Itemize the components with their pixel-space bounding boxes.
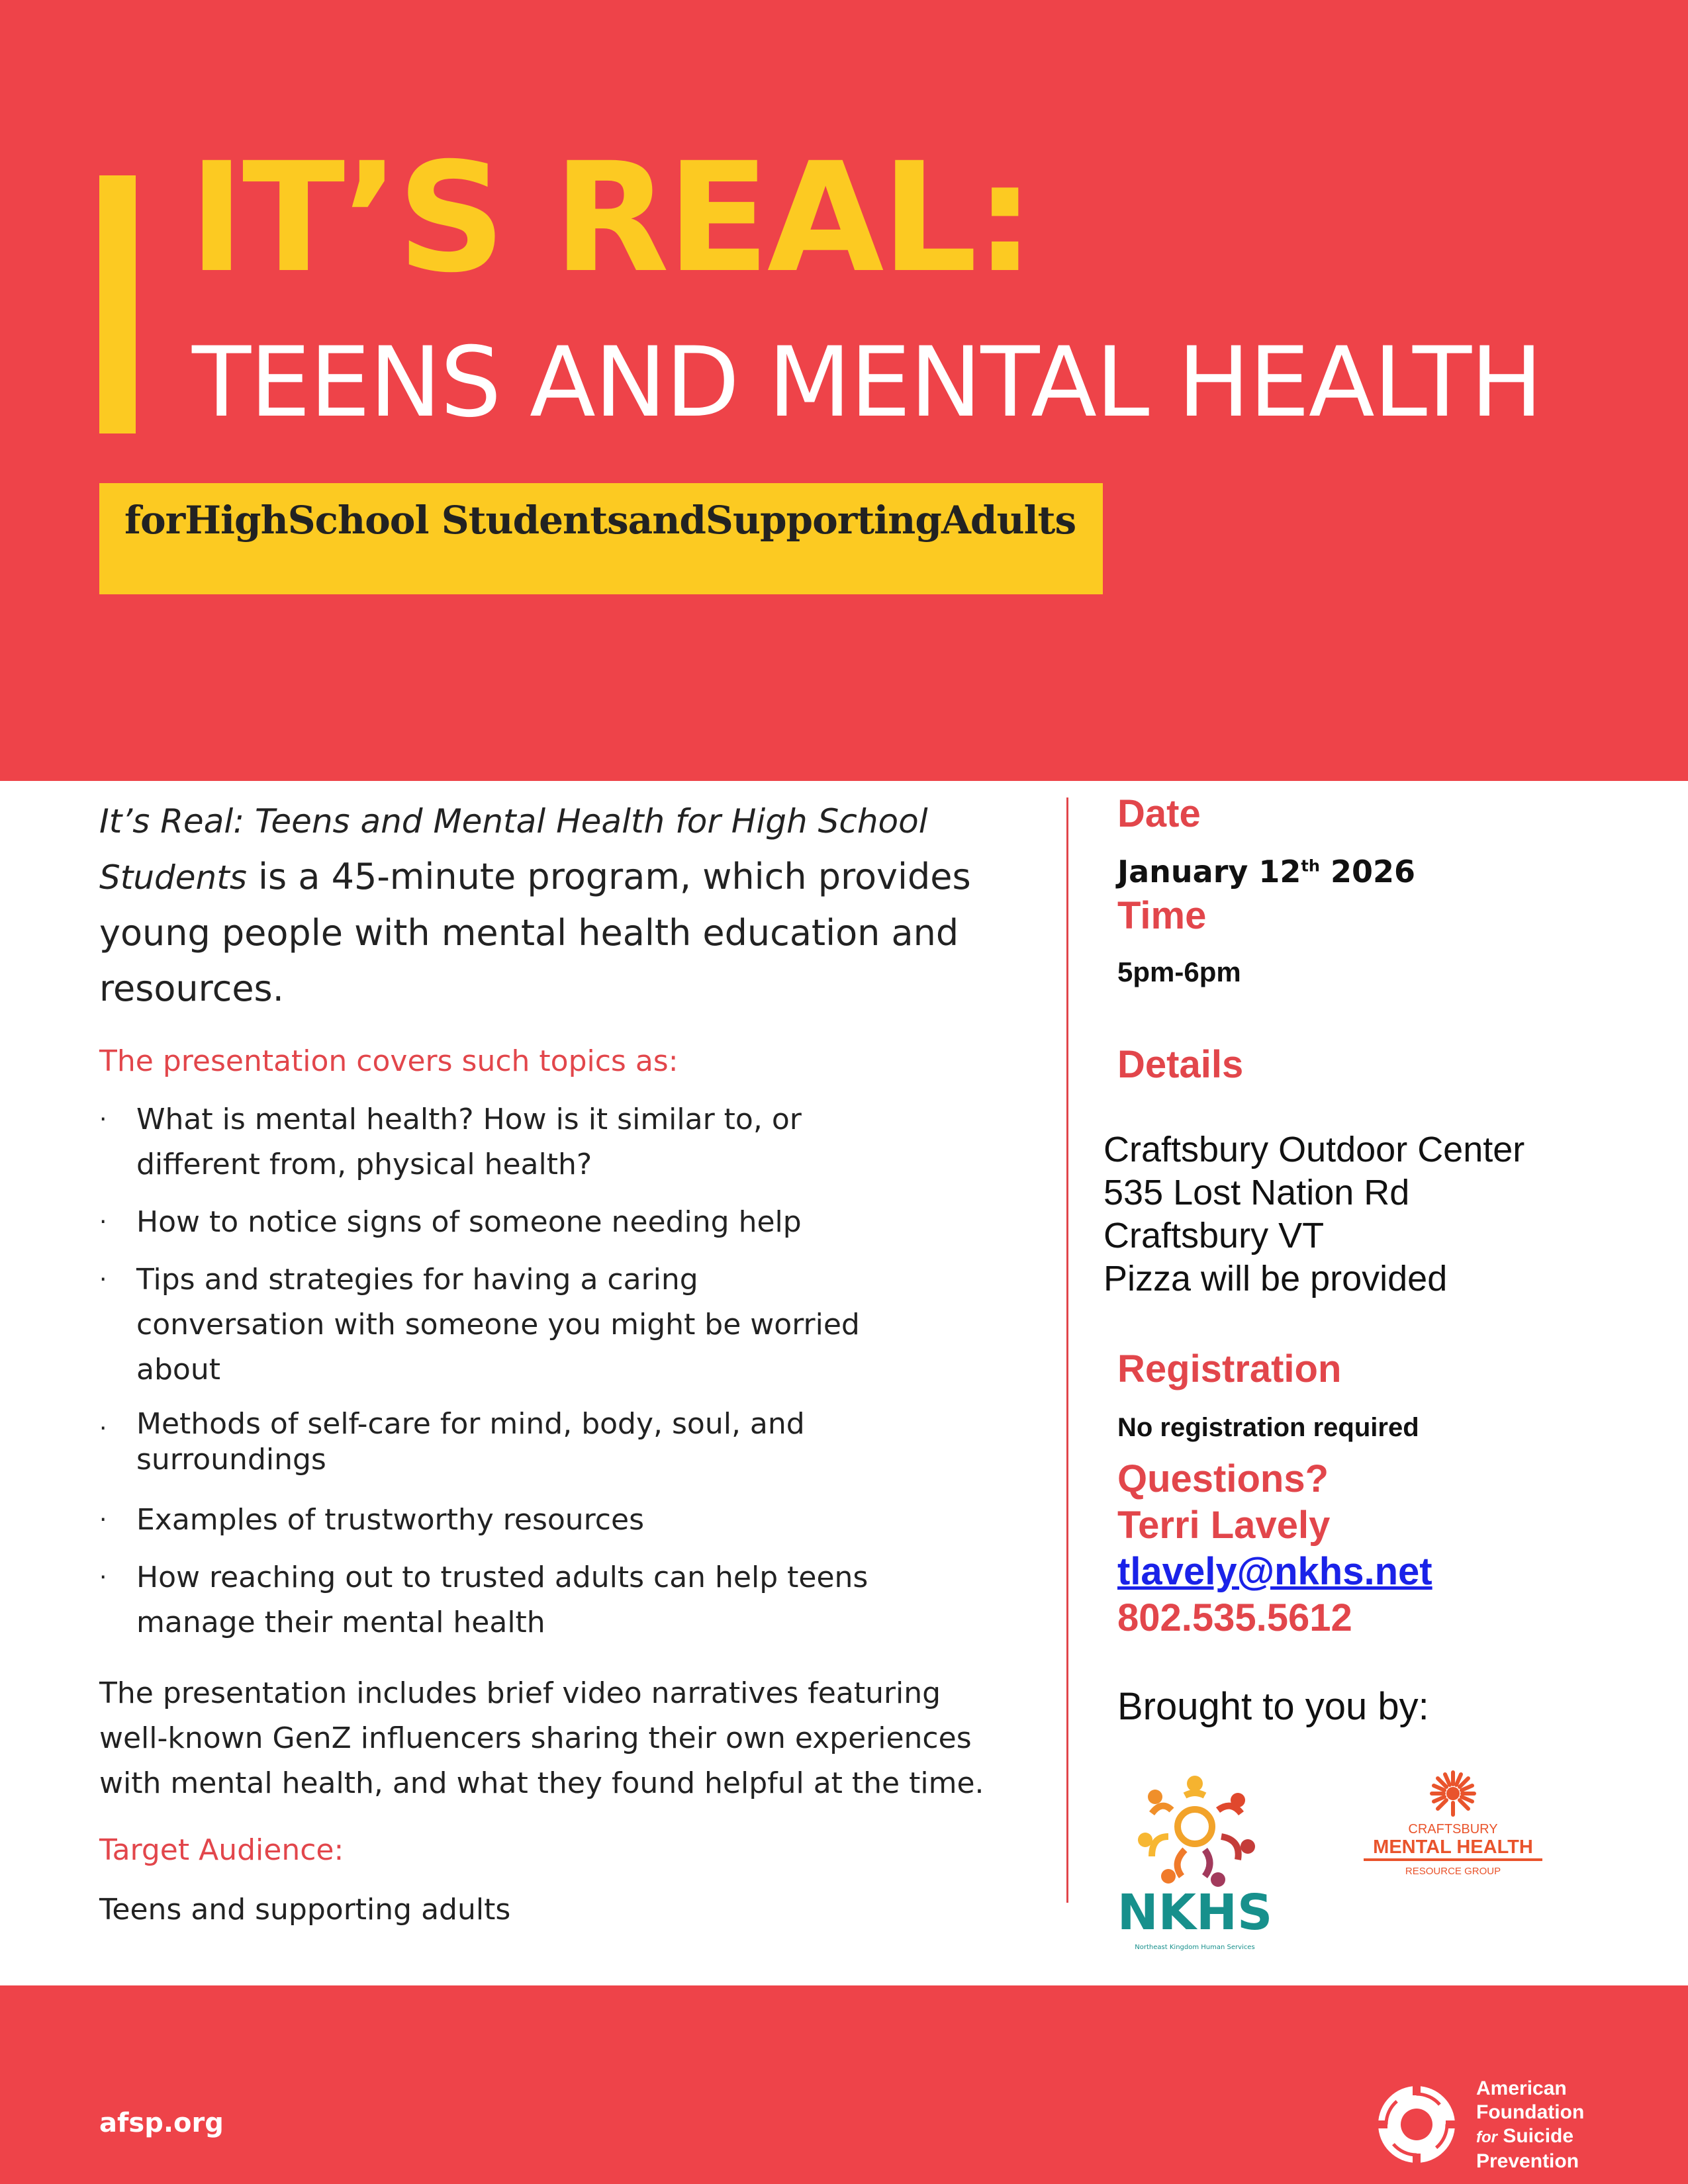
bullet-icon: · [99,1506,107,1533]
footer-url: afsp.org [99,2108,224,2138]
time-label: Time [1117,894,1207,937]
accent-bar [99,175,136,433]
page-subtitle: TEENS AND MENTAL HEALTH [192,326,1542,439]
list-item-text: Methods of self-care for mind, body, soul, and surroundings [136,1407,805,1477]
list-item-text: Tips and strategies for having a caring conversation with someone you might be worried about [136,1263,860,1387]
audience-text: Teens and supporting adults [99,1893,511,1927]
registration-label: Registration [1117,1347,1342,1390]
list-item-text: How to notice signs of someone needing help [136,1205,802,1239]
craftsbury-logo [1357,1767,1549,1893]
afsp-line2: Foundation [1476,2101,1585,2123]
afsp-suicide: Suicide [1497,2125,1574,2147]
details-line: 535 Lost Nation Rd [1103,1173,1410,1212]
date-value [1117,854,1415,889]
life-ring-icon [1374,2081,1460,2167]
closing-paragraph: The presentation includes brief video narratives featuring well-known GenZ influencers sharing their own experiences with mental health, and what they found helpful at the time. [99,1676,984,1800]
details-address [1103,1128,1524,1300]
list-item [99,1097,933,1187]
afsp-line4: Prevention [1476,2150,1579,2172]
topics-heading: The presentation covers such topics as: [99,1044,679,1078]
date-day: January 12 [1117,854,1301,889]
sun-people-icon [1138,1776,1255,1887]
contact-phone: 802.535.5612 [1117,1596,1352,1639]
afsp-line1: American [1476,2077,1567,2099]
cmh-line3: RESOURCE GROUP [1405,1866,1501,1877]
audience-banner-text: forHighSchool StudentsandSupportingAdults [124,498,1076,543]
afsp-line3 [1476,2124,1584,2150]
details-line: Craftsbury VT [1103,1216,1325,1255]
cmh-line2: MENTAL HEALTH [1373,1837,1533,1858]
bullet-icon: · [99,1564,107,1591]
bullet-icon: · [99,1266,107,1293]
contact-name: Terri Lavely [1117,1504,1331,1547]
details-line: Craftsbury Outdoor Center [1103,1130,1525,1169]
time-value: 5pm-6pm [1117,956,1241,987]
list-item-text: What is mental health? How is it similar to, or different from, physical health? [136,1103,802,1181]
column-divider [1066,797,1068,1903]
bullet-icon: · [99,1106,107,1133]
registration-value: No registration required [1117,1413,1419,1442]
nkhs-logo [1105,1764,1284,1956]
intro-program-name: It’s Real: Teens and Mental Health for High School Students [99,802,928,897]
page-title: IT’S REAL: [189,130,1033,306]
bullet-icon: · [99,1208,107,1236]
bullet-icon: · [99,1415,107,1442]
nkhs-wordmark: NKHS [1117,1884,1273,1941]
afsp-wordmark [1476,2077,1584,2173]
list-item-text: How reaching out to trusted adults can help teens manage their mental health [136,1561,868,1639]
details-line: Pizza will be provided [1103,1259,1448,1298]
intro-description: is a 45-minute program, which provides young people with mental health education and resources. [99,856,971,1009]
details-label: Details [1117,1043,1244,1086]
sunburst-icon [1432,1772,1474,1815]
cmh-line1: CRAFTSBURY [1408,1822,1498,1837]
list-item-text: Examples of trustworthy resources [136,1503,644,1537]
date-year: 2026 [1319,854,1416,889]
date-ordinal: th [1301,856,1320,876]
contact-block [1117,1456,1432,1641]
questions-label: Questions? [1117,1457,1329,1500]
contact-email-link[interactable]: tlavely@nkhs.net [1117,1550,1432,1593]
intro-paragraph [99,793,1013,1017]
nkhs-tagline: Northeast Kingdom Human Services [1135,1944,1255,1951]
date-label: Date [1117,792,1201,835]
audience-heading: Target Audience: [99,1833,344,1867]
sponsors-label: Brought to you by: [1117,1685,1429,1728]
afsp-for: for [1476,2128,1497,2146]
